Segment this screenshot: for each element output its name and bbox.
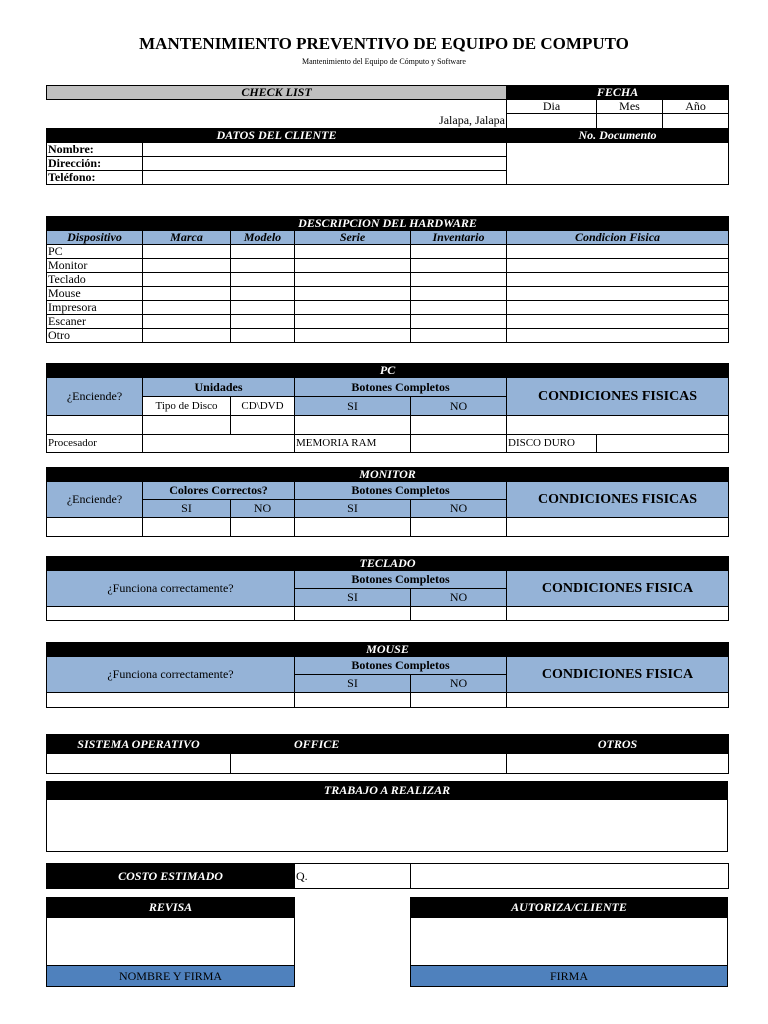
nombre-firma-label: NOMBRE Y FIRMA xyxy=(47,966,295,987)
table-row: Otro xyxy=(47,329,729,343)
monitor-colores-no: NO xyxy=(231,500,295,518)
teclado-condiciones-label: CONDICIONES FISICA xyxy=(507,571,729,607)
trabajo-header: TRABAJO A REALIZAR xyxy=(47,782,728,800)
monitor-colores-label: Colores Correctos? xyxy=(143,482,295,500)
mouse-si: SI xyxy=(295,675,411,693)
revisa-table xyxy=(46,897,295,987)
mouse-botones-label: Botones Completos xyxy=(295,657,507,675)
mes-label: Mes xyxy=(597,100,663,114)
col-serie: Serie xyxy=(295,231,411,245)
monitor-botones-si: SI xyxy=(295,500,411,518)
telefono-field[interactable] xyxy=(143,171,507,185)
monitor-botones-label: Botones Completos xyxy=(295,482,507,500)
table-row: PC xyxy=(47,245,729,259)
sistema-operativo-header: SISTEMA OPERATIVO xyxy=(47,735,231,754)
monitor-condiciones-label: CONDICIONES FISICAS xyxy=(507,482,729,518)
teclado-table xyxy=(46,556,729,621)
table-row: Teclado xyxy=(47,273,729,287)
firma-label: FIRMA xyxy=(411,966,728,987)
pc-no-label: NO xyxy=(411,397,507,416)
pc-table xyxy=(46,363,729,453)
mouse-no: NO xyxy=(411,675,507,693)
monitor-botones-no: NO xyxy=(411,500,507,518)
col-condicion: Condicion Fisica xyxy=(507,231,729,245)
hardware-header: DESCRIPCION DEL HARDWARE xyxy=(47,217,729,231)
dia-label: Dia xyxy=(507,100,597,114)
pc-header: PC xyxy=(47,364,729,378)
no-documento-field[interactable] xyxy=(507,143,729,185)
teclado-botones-label: Botones Completos xyxy=(295,571,507,589)
procesador-field[interactable] xyxy=(143,435,295,453)
datos-cliente-header: DATOS DEL CLIENTE xyxy=(47,129,507,143)
mouse-header: MOUSE xyxy=(47,643,729,657)
fecha-header: FECHA xyxy=(507,86,729,100)
header-table xyxy=(46,85,729,185)
pc-botones-label: Botones Completos xyxy=(295,378,507,397)
procesador-label: Procesador xyxy=(47,435,143,453)
revisa-header: REVISA xyxy=(47,898,295,918)
teclado-no: NO xyxy=(411,589,507,607)
monitor-enciende-label: ¿Enciende? xyxy=(47,482,143,518)
pc-condiciones-label: CONDICIONES FISICAS xyxy=(507,378,729,416)
location-text: Jalapa, Jalapa xyxy=(47,114,507,129)
costo-field[interactable] xyxy=(411,864,729,889)
office-field[interactable] xyxy=(231,754,507,774)
nombre-label: Nombre: xyxy=(47,143,143,157)
pc-unidades-label: Unidades xyxy=(143,378,295,397)
mouse-funciona-label: ¿Funciona correctamente? xyxy=(47,657,295,693)
disco-field[interactable] xyxy=(597,435,729,453)
col-marca: Marca xyxy=(143,231,231,245)
teclado-header: TECLADO xyxy=(47,557,729,571)
telefono-label: Teléfono: xyxy=(47,171,143,185)
nombre-field[interactable] xyxy=(143,143,507,157)
autoriza-table xyxy=(410,897,728,987)
anio-field[interactable] xyxy=(663,114,729,129)
mes-field[interactable] xyxy=(597,114,663,129)
no-documento-header: No. Documento xyxy=(507,129,729,143)
memoria-label: MEMORIA RAM xyxy=(295,435,411,453)
mouse-table xyxy=(46,642,729,708)
table-row: Escaner xyxy=(47,315,729,329)
autoriza-header: AUTORIZA/CLIENTE xyxy=(411,898,728,918)
memoria-field[interactable] xyxy=(411,435,507,453)
table-row: Impresora xyxy=(47,301,729,315)
hardware-table xyxy=(46,216,729,343)
check-list-header: CHECK LIST xyxy=(47,86,507,100)
revisa-signature-field[interactable] xyxy=(47,918,295,966)
costo-table xyxy=(46,863,729,889)
col-dispositivo: Dispositivo xyxy=(47,231,143,245)
direccion-field[interactable] xyxy=(143,157,507,171)
software-table xyxy=(46,734,729,774)
monitor-header: MONITOR xyxy=(47,468,729,482)
page-title: MANTENIMIENTO PREVENTIVO DE EQUIPO DE COMPUTO xyxy=(139,34,629,53)
sistema-operativo-field[interactable] xyxy=(47,754,231,774)
teclado-si: SI xyxy=(295,589,411,607)
table-row: Monitor xyxy=(47,259,729,273)
costo-currency: Q. xyxy=(295,864,411,889)
office-header: OFFICE xyxy=(231,735,507,754)
col-modelo: Modelo xyxy=(231,231,295,245)
dia-field[interactable] xyxy=(507,114,597,129)
page-subtitle: Mantenimiento del Equipo de Cómputo y Software xyxy=(302,57,466,66)
costo-header: COSTO ESTIMADO xyxy=(47,864,295,889)
disco-label: DISCO DURO xyxy=(507,435,597,453)
trabajo-table xyxy=(46,781,728,852)
monitor-colores-si: SI xyxy=(143,500,231,518)
tipo-disco-label: Tipo de Disco xyxy=(143,397,231,416)
cd-dvd-label: CD\DVD xyxy=(231,397,295,416)
otros-field[interactable] xyxy=(507,754,729,774)
teclado-funciona-label: ¿Funciona correctamente? xyxy=(47,571,295,607)
autoriza-signature-field[interactable] xyxy=(411,918,728,966)
pc-si-label: SI xyxy=(295,397,411,416)
table-row: Mouse xyxy=(47,287,729,301)
pc-enciende-label: ¿Enciende? xyxy=(47,378,143,416)
col-inventario: Inventario xyxy=(411,231,507,245)
otros-header: OTROS xyxy=(507,735,729,754)
mouse-condiciones-label: CONDICIONES FISICA xyxy=(507,657,729,693)
anio-label: Año xyxy=(663,100,729,114)
monitor-table xyxy=(46,467,729,537)
trabajo-field[interactable] xyxy=(47,800,728,852)
pc-enciende-field[interactable] xyxy=(47,416,143,435)
direccion-label: Dirección: xyxy=(47,157,143,171)
